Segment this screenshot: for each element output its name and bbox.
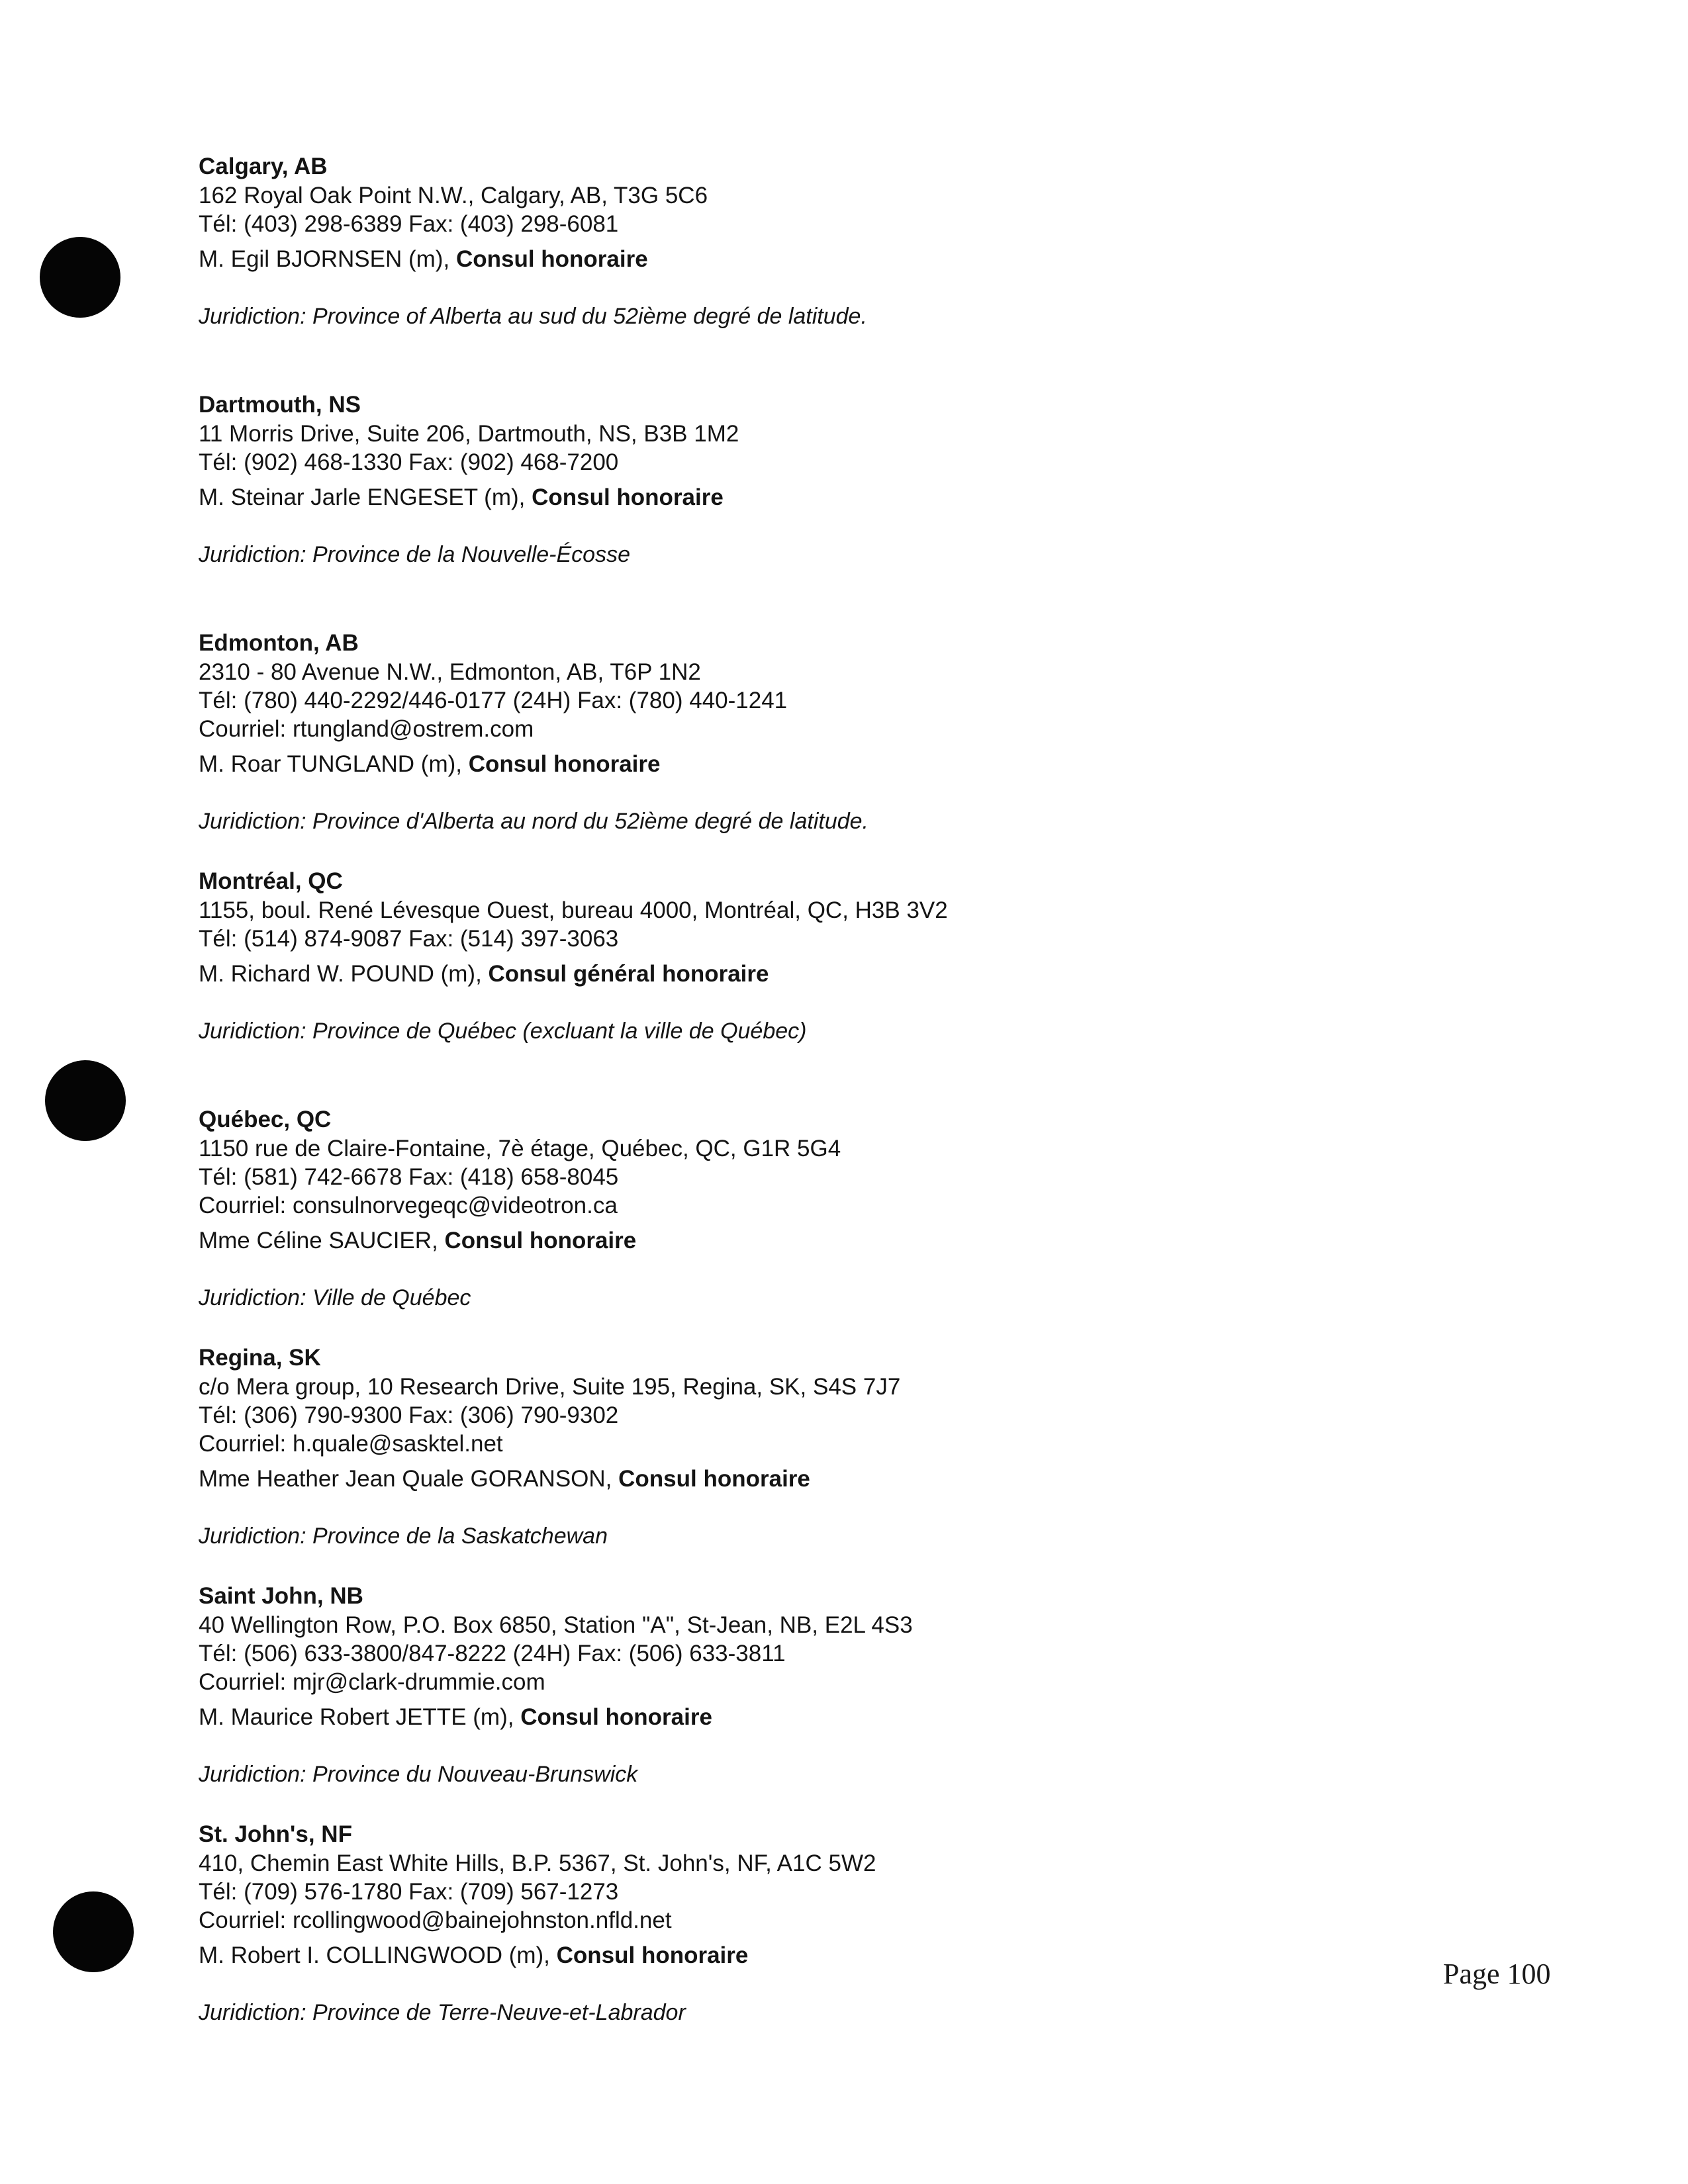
city-heading: Edmonton, AB	[199, 630, 359, 656]
consul-title: Consul honoraire	[532, 484, 724, 510]
city-heading: Dartmouth, NS	[199, 392, 361, 418]
consul-title: Consul honoraire	[556, 1942, 749, 1968]
consul-name: M. Roar TUNGLAND (m),	[199, 751, 462, 777]
jurisdiction-note: Juridiction: Province d'Alberta au nord du 52ième degré de latitude.	[199, 809, 868, 834]
consulate-listing	[199, 152, 1456, 2058]
jurisdiction-note: Juridiction: Province de Terre-Neuve-et-Labrador	[199, 2000, 686, 2025]
consulate-entry-quebec	[199, 1105, 1456, 1343]
consul-person	[199, 750, 1456, 779]
address-line: 2310 - 80 Avenue N.W., Edmonton, AB, T6P 1N2	[199, 659, 701, 685]
jurisdiction-note: Juridiction: Province of Alberta au sud du 52ième degré de latitude.	[199, 304, 867, 329]
consulate-entry-regina	[199, 1343, 1456, 1582]
jurisdiction-note: Juridiction: Province de Québec (excluant la ville de Québec)	[199, 1019, 807, 1044]
phone-line: Tél: (581) 742-6678 Fax: (418) 658-8045	[199, 1164, 619, 1190]
consul-person	[199, 1226, 1456, 1255]
city-heading: Calgary, AB	[199, 154, 328, 179]
city-heading: St. John's, NF	[199, 1821, 352, 1847]
phone-line: Tél: (514) 874-9087 Fax: (514) 397-3063	[199, 926, 619, 952]
punch-hole	[45, 1060, 126, 1141]
jurisdiction-note: Juridiction: Province de la Nouvelle-Écosse	[199, 542, 630, 567]
jurisdiction-note: Juridiction: Province du Nouveau-Brunswick	[199, 1762, 638, 1787]
consul-person	[199, 1941, 1456, 1970]
consul-name: M. Maurice Robert JETTE (m),	[199, 1704, 514, 1730]
jurisdiction-note: Juridiction: Ville de Québec	[199, 1285, 471, 1310]
address-line: 11 Morris Drive, Suite 206, Dartmouth, NS, B3B 1M2	[199, 421, 739, 447]
city-heading: Saint John, NB	[199, 1583, 363, 1609]
email-line: Courriel: h.quale@sasktel.net	[199, 1431, 503, 1457]
city-heading: Québec, QC	[199, 1107, 332, 1132]
consul-name: Mme Heather Jean Quale GORANSON,	[199, 1466, 612, 1492]
consul-person	[199, 483, 1456, 512]
email-line: Courriel: rtungland@ostrem.com	[199, 716, 534, 742]
jurisdiction-note: Juridiction: Province de la Saskatchewan	[199, 1524, 608, 1549]
consulate-entry-edmonton	[199, 629, 1456, 867]
address-line: 40 Wellington Row, P.O. Box 6850, Station "A", St-Jean, NB, E2L 4S3	[199, 1612, 913, 1638]
address-line: 1155, boul. René Lévesque Ouest, bureau 4000, Montréal, QC, H3B 3V2	[199, 897, 948, 923]
phone-line: Tél: (709) 576-1780 Fax: (709) 567-1273	[199, 1879, 619, 1905]
consul-name: Mme Céline SAUCIER,	[199, 1228, 438, 1253]
consul-title: Consul général honoraire	[488, 961, 769, 987]
punch-hole	[53, 1891, 134, 1972]
consulate-entry-st-johns	[199, 1820, 1456, 2058]
address-line: 162 Royal Oak Point N.W., Calgary, AB, T3G 5C6	[199, 183, 708, 208]
consul-name: M. Steinar Jarle ENGESET (m),	[199, 484, 526, 510]
consul-name: M. Egil BJORNSEN (m),	[199, 246, 450, 272]
consulate-entry-calgary	[199, 152, 1456, 390]
email-line: Courriel: consulnorvegeqc@videotron.ca	[199, 1193, 618, 1218]
phone-line: Tél: (403) 298-6389 Fax: (403) 298-6081	[199, 211, 619, 237]
address-line: 410, Chemin East White Hills, B.P. 5367, St. John's, NF, A1C 5W2	[199, 1850, 876, 1876]
city-heading: Regina, SK	[199, 1345, 321, 1371]
page-number: Page 100	[1443, 1958, 1551, 1990]
consul-title: Consul honoraire	[520, 1704, 712, 1730]
city-heading: Montréal, QC	[199, 868, 343, 894]
phone-line: Tél: (780) 440-2292/446-0177 (24H) Fax: (780) 440-1241	[199, 688, 788, 713]
phone-line: Tél: (902) 468-1330 Fax: (902) 468-7200	[199, 449, 619, 475]
consul-person	[199, 960, 1456, 989]
consul-title: Consul honoraire	[468, 751, 661, 777]
consul-person	[199, 1465, 1456, 1494]
consul-person	[199, 1703, 1456, 1732]
address-line: c/o Mera group, 10 Research Drive, Suite 195, Regina, SK, S4S 7J7	[199, 1374, 901, 1400]
address-line: 1150 rue de Claire-Fontaine, 7è étage, Québec, QC, G1R 5G4	[199, 1136, 841, 1161]
phone-line: Tél: (306) 790-9300 Fax: (306) 790-9302	[199, 1402, 619, 1428]
email-line: Courriel: rcollingwood@bainejohnston.nfld.net	[199, 1907, 672, 1933]
consulate-entry-montreal	[199, 867, 1456, 1105]
email-line: Courriel: mjr@clark-drummie.com	[199, 1669, 545, 1695]
consulate-entry-saint-john	[199, 1582, 1456, 1820]
consul-name: M. Richard W. POUND (m),	[199, 961, 482, 987]
consulate-entry-dartmouth	[199, 390, 1456, 629]
consul-person	[199, 245, 1456, 274]
phone-line: Tél: (506) 633-3800/847-8222 (24H) Fax: (506) 633-3811	[199, 1641, 786, 1666]
punch-hole	[40, 237, 120, 318]
consul-title: Consul honoraire	[618, 1466, 810, 1492]
consul-name: M. Robert I. COLLINGWOOD (m),	[199, 1942, 550, 1968]
consul-title: Consul honoraire	[444, 1228, 637, 1253]
consul-title: Consul honoraire	[455, 246, 648, 272]
